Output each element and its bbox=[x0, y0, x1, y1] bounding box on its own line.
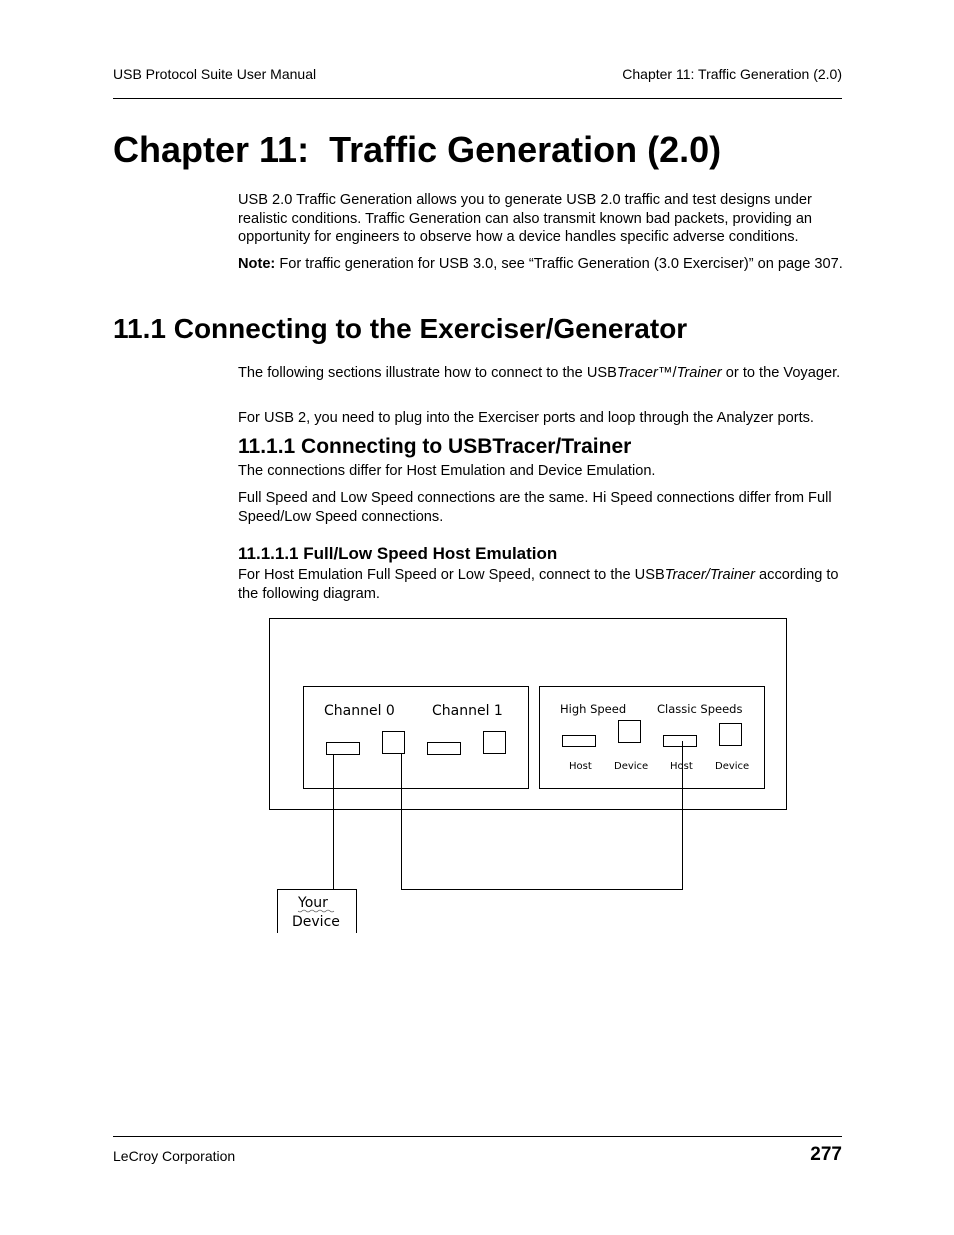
note-text: For traffic generation for USB 3.0, see “Traffic Generation (3.0 Exerciser)” on page 307. bbox=[275, 256, 843, 272]
device-label: Device bbox=[292, 914, 340, 930]
high-speed-device-port bbox=[619, 721, 641, 743]
your-label: Your bbox=[298, 895, 328, 911]
running-header-title: USB Protocol Suite User Manual bbox=[113, 66, 317, 82]
high-speed-host-port bbox=[563, 736, 596, 747]
subsub-p1-end: according to the following diagram. bbox=[238, 567, 839, 602]
channel-0-device-port bbox=[383, 732, 405, 754]
channel-1-device-port bbox=[484, 732, 506, 754]
cs-device-label: Device bbox=[715, 761, 750, 772]
subsection-paragraph-1: The connections differ for Host Emulation and Device Emulation. bbox=[238, 463, 656, 479]
classic-host-port bbox=[664, 736, 697, 747]
section-p1-slash: / bbox=[672, 365, 677, 381]
channel-0-host-port bbox=[327, 743, 360, 755]
hs-device-label: Device bbox=[614, 761, 649, 772]
section-paragraph-2: For USB 2, you need to plug into the Exerciser ports and loop through the Analyzer ports. bbox=[238, 410, 814, 426]
exerciser-panel bbox=[304, 687, 529, 789]
channel-1-label: Channel 1 bbox=[432, 703, 503, 719]
section-p1-end: or to the Voyager. bbox=[721, 365, 841, 381]
section-p1-trainer: Trainer bbox=[676, 365, 722, 381]
cs-host-label: Host bbox=[670, 761, 693, 772]
section-p1-text: The following sections illustrate how to connect to the USB bbox=[238, 365, 617, 381]
running-header-chapter: Chapter 11: Traffic Generation (2.0) bbox=[622, 66, 842, 82]
footer-rule bbox=[113, 1136, 842, 1137]
page-number: 277 bbox=[810, 1144, 842, 1165]
note-label: Note: bbox=[238, 256, 276, 272]
subsubsection-title: 11.1.1.1 Full/Low Speed Host Emulation bbox=[238, 544, 558, 563]
subsection-paragraph-2: Full Speed and Low Speed connections are the same. Hi Speed connections differ from Full Speed/Low Speed connections. bbox=[238, 490, 832, 525]
subsection-title: 11.1.1 Connecting to USBTracer/Trainer bbox=[238, 435, 632, 458]
chapter-title: Chapter 11: Traffic Generation (2.0) bbox=[113, 129, 722, 170]
section-title: 11.1 Connecting to the Exerciser/Generator bbox=[113, 313, 688, 344]
high-speed-label: High Speed bbox=[560, 702, 627, 716]
chapter-intro: USB 2.0 Traffic Generation allows you to generate USB 2.0 traffic and test designs under realistic conditions. Traffic Generation can also transmit known bad packets, providing an opportunity for engineers to observe how a device handles specific adverse conditions. bbox=[238, 192, 813, 245]
section-p1-tracer: Tracer™ bbox=[616, 365, 673, 381]
subsub-p1-text: For Host Emulation Full Speed or Low Speed, connect to the USB bbox=[238, 567, 665, 583]
hs-host-label: Host bbox=[569, 761, 592, 772]
channel-1-host-port bbox=[428, 743, 461, 755]
classic-device-port bbox=[720, 724, 742, 746]
classic-speeds-label: Classic Speeds bbox=[657, 702, 743, 716]
subsub-p1-tracer-trainer: Tracer/Trainer bbox=[664, 567, 755, 583]
channel-0-label: Channel 0 bbox=[324, 703, 395, 719]
footer-company: LeCroy Corporation bbox=[113, 1148, 236, 1164]
